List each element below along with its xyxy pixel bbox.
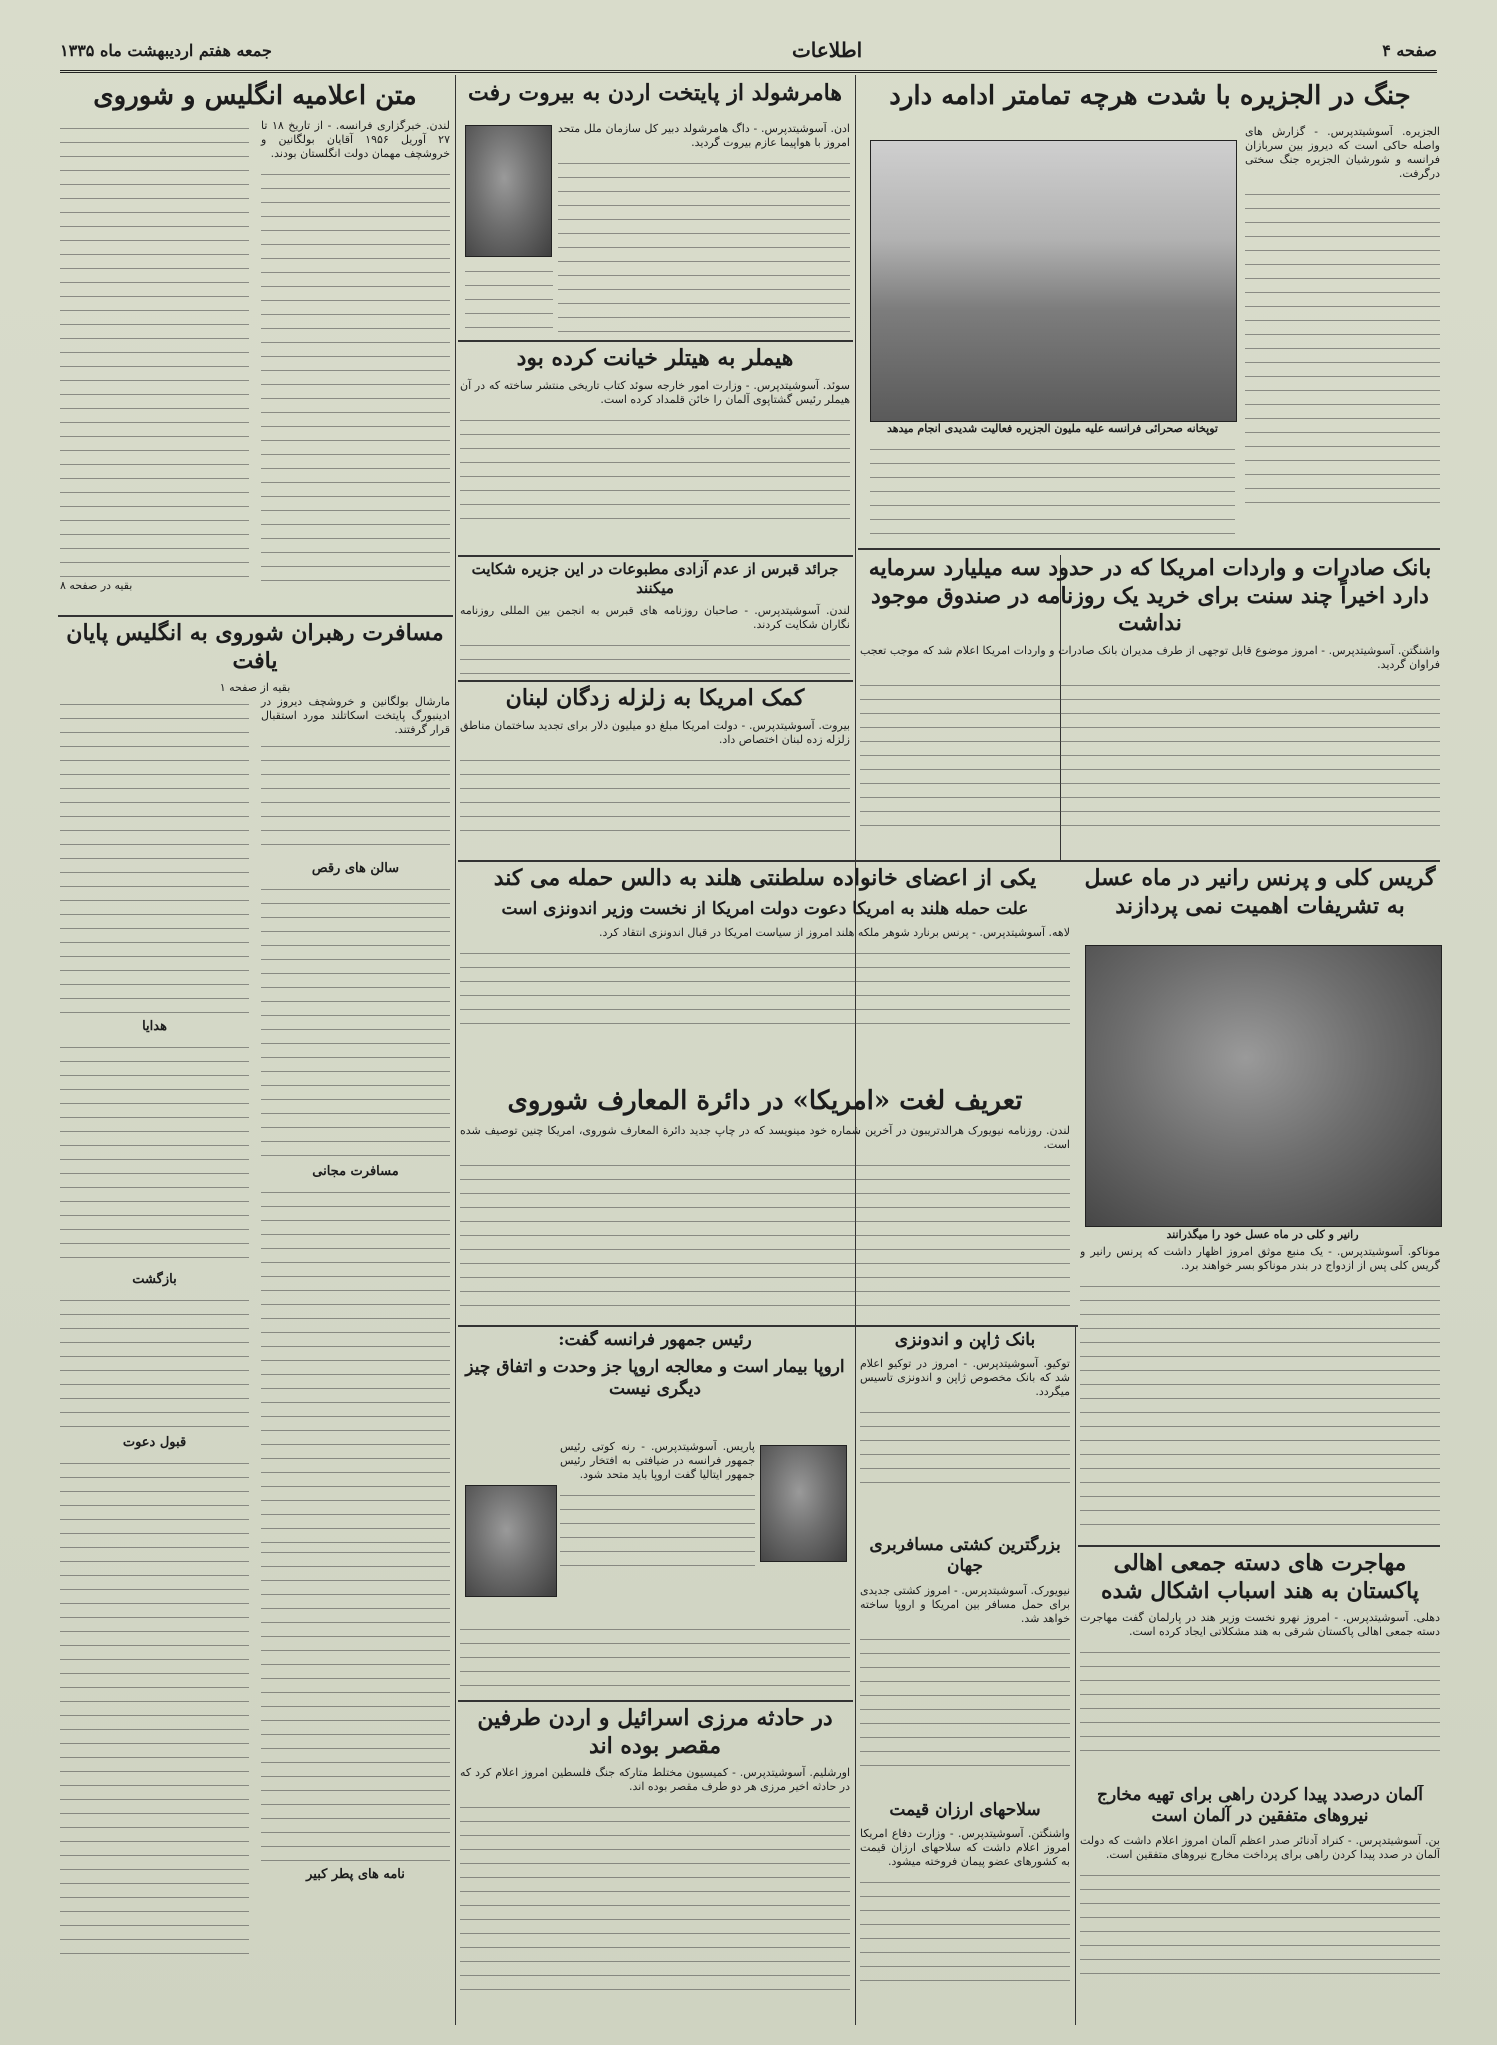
cyprus-article: [460, 560, 850, 675]
french-president-text-lines-2: [460, 1620, 850, 1690]
hammarskjold-portrait: [465, 125, 552, 257]
israel-jordan-text-lines: [460, 1798, 850, 1998]
soviet-leaders-article: [60, 620, 450, 2020]
himmler-text-lines: [460, 411, 850, 521]
subhead-invitation: قبول دعوت: [122, 1435, 187, 1450]
germany-lead: بن. آسوشیتدپرس. - کنراد آدنائر صدر اعظم آلمان امروز اعلام داشت که دولت آلمان در صدد پیدا کردن راهی برای پرداخت مخارج نیروهای متفقین است.: [1080, 1833, 1440, 1861]
text-lines: [60, 1291, 249, 1431]
lebanon-headline: کمک امریکا به زلزله زدگان لبنان: [505, 685, 805, 711]
anglo-soviet-col-1: [261, 119, 450, 599]
soviet-leaders-lead: مارشال بولگانین و خروشچف دیروز در ادینبورگ پایتخت اسکاتلند مورد استقبال قرار گرفتند.: [261, 695, 450, 736]
big-ship-headline: بزرگترین کشتی مسافربری جهان: [869, 1535, 1061, 1577]
pakistan-article: [1080, 1550, 1440, 1780]
eximbank-article: [860, 555, 1440, 855]
page-number: صفحه ۴: [1382, 40, 1437, 60]
eximbank-text-lines: [860, 676, 1440, 826]
germany-article: [1080, 1785, 1440, 2020]
cheap-weapons-article: [860, 1800, 1070, 2020]
text-lines: [60, 1454, 249, 1954]
section-divider: [458, 340, 853, 342]
hammarskjold-body: [558, 122, 850, 342]
lebanon-text-lines: [460, 751, 850, 841]
japan-bank-headline: بانک ژاپن و اندونزی: [894, 1330, 1036, 1350]
grace-kelly-lead: موناکو. آسوشیتدپرس. - یک منبع موثق امروز اظهار داشت که پرنس رانیر و گریس کلی پس از ازدواج در بندر موناکو بسر خواهند برد.: [1080, 1245, 1440, 1272]
himmler-lead: سوئد. آسوشیتدپرس. - وزارت امور خارجه سوئد کتاب تاریخی منتشر ساخته که در آن هیملر رئیس گشتاپوی آلمان را خائن قلمداد کرده است.: [460, 378, 850, 406]
soviet-definition-lead: لندن. روزنامه نیویورک هرالدتریبون در آخرین شماره خود مینویسد که در چاپ جدید دائرة المعارف شوروی، امریکا چنین توصیف شده است.: [460, 1123, 1070, 1151]
algeria-photo-caption: توپخانه صحرائی فرانسه علیه ملیون الجزیره فعالیت شدیدی انجام میدهد: [887, 422, 1218, 435]
soviet-leaders-headline: مسافرت رهبران شوروی به انگلیس پایان یافت: [66, 620, 444, 674]
grace-kelly-headline-block: [1080, 865, 1440, 935]
column-rule: [1075, 1325, 1076, 2025]
israel-jordan-article: [460, 1705, 850, 2015]
israel-jordan-headline: در حادثه مرزی اسرائیل و اردن طرفین مقصر بوده اند: [477, 1705, 833, 1759]
french-president-body: [560, 1440, 755, 1615]
soviet-definition-headline: تعریف لغت «امریکا» در دائرة المعارف شوروی: [507, 1086, 1023, 1116]
algeria-headline: جنگ در الجزیره با شدت هرچه تمامتر ادامه دارد: [889, 81, 1411, 111]
pakistan-headline: مهاجرت های دسته جمعی اهالی پاکستان به هند اسباب اشکال شده: [1101, 1550, 1419, 1604]
cyprus-lead: لندن. آسوشیتدپرس. - صاحبان روزنامه های قبرس به انجمن بین المللی روزنامه نگاران شکایت کردند.: [460, 603, 850, 631]
hammarskjold-text-lines-2: [465, 262, 553, 342]
algeria-body: [1245, 125, 1440, 535]
anglo-soviet-text-lines: [261, 165, 450, 585]
soviet-definition-text-lines: [460, 1156, 1070, 1306]
artillery-photo: [870, 140, 1237, 422]
anglo-soviet-continued: بقیه در صفحه ۸: [60, 578, 133, 592]
dutch-royal-text-lines: [460, 944, 1070, 1034]
section-divider: [858, 548, 1440, 550]
text-lines: [261, 737, 450, 857]
french-president-body-2: [460, 1620, 850, 1690]
himmler-article: [460, 345, 850, 545]
big-ship-lead: نیویورک. آسوشیتدپرس. - امروز کشتی جدیدی برای حمل مسافر بین امریکا و اروپا ساخته خواهد شد.: [860, 1583, 1070, 1625]
section-divider: [458, 1700, 853, 1702]
dutch-royal-subhead: علت حمله هلند به امریکا دعوت دولت امریکا از نخست وزیر اندونزی است: [501, 898, 1029, 919]
subhead-peter-letters: نامه های پطر کبیر: [306, 1867, 405, 1882]
section-divider: [458, 555, 853, 557]
anglo-soviet-lead: لندن. خبرگزاری فرانسه. - از تاریخ ۱۸ تا ۲۷ آوریل ۱۹۵۶ آقایان بولگانین و خروشچف مهمان دولت انگلستان بودند.: [261, 118, 450, 160]
hammarskjold-headline-block: [460, 80, 850, 120]
anglo-soviet-text-lines-2: [60, 119, 249, 579]
gronchi-portrait: [760, 1445, 847, 1562]
text-lines: [60, 1038, 249, 1268]
grace-kelly-headline: گریس کلی و پرنس رانیر در ماه عسل به تشریفات اهمیت نمی پردازند: [1084, 865, 1436, 919]
french-president-text-lines: [560, 1486, 755, 1576]
royal-couple-photo: [1085, 945, 1442, 1227]
section-divider: [58, 615, 453, 617]
page-header: [60, 30, 1437, 73]
grace-kelly-caption: رانیر و کلی در ماه عسل خود را میگذرانند: [1166, 1228, 1359, 1241]
grace-kelly-body: [1080, 1245, 1440, 1545]
dutch-royal-lead: لاهه. آسوشیتدپرس. - پرنس برنارد شوهر ملکه هلند امروز از سیاست امریکا در قبال اندونزی انتقاد کرد.: [598, 925, 1070, 939]
israel-jordan-lead: اورشلیم. آسوشیتدپرس. - کمیسیون مختلط متارکه جنگ فلسطین امروز اعلام کرد که در حادثه اخیر مرزی هر دو طرف مقصر بوده اند.: [460, 1766, 850, 1793]
issue-date: جمعه هفتم اردیبهشت ماه ۱۳۳۵: [60, 40, 272, 60]
algeria-text-lines-2: [870, 440, 1235, 535]
text-lines: [60, 695, 249, 1015]
soviet-leaders-columns: [60, 695, 450, 1995]
french-president-headline: رئیس جمهور فرانسه گفت:: [558, 1330, 752, 1350]
section-divider: [1078, 1545, 1440, 1547]
text-lines: [261, 880, 450, 1160]
column-rule: [855, 1325, 856, 2025]
big-ship-article: [860, 1535, 1070, 1795]
hammarskjold-headline: هامرشولد از پایتخت اردن به بیروت رفت: [468, 80, 842, 106]
dutch-royal-article: [460, 865, 1070, 1075]
hammarskjold-body-2: [465, 262, 553, 342]
japan-bank-text-lines: [860, 1403, 1070, 1493]
anglo-soviet-col-2: [60, 119, 249, 599]
subhead-gifts: هدایا: [142, 1019, 167, 1034]
cheap-weapons-lead: واشنگتن. آسوشیتدپرس. - وزارت دفاع امریکا امروز اعلام داشت که سلاحهای ارزان قیمت به کشورهای عضو پیمان فروخته میشود.: [860, 1827, 1070, 1869]
germany-headline: آلمان درصدد پیدا کردن راهی برای تهیه مخارج نیروهای متفقین در آلمان است: [1096, 1785, 1424, 1827]
algeria-body-2: [870, 440, 1235, 535]
subhead-free-travel: مسافرت مجانی: [312, 1164, 399, 1179]
anglo-soviet-article: [60, 80, 450, 620]
subhead-return: بازگشت: [132, 1272, 177, 1287]
big-ship-text-lines: [860, 1630, 1070, 1770]
section-divider: [458, 1325, 1078, 1327]
cheap-weapons-headline: سلاحهای ارزان قیمت: [889, 1800, 1041, 1820]
cyprus-text-lines: [460, 636, 850, 676]
soviet-leaders-col-2: [60, 695, 249, 1995]
algeria-text-lines: [1245, 185, 1440, 515]
lebanon-article: [460, 685, 850, 855]
lebanon-lead: بیروت. آسوشیتدپرس. - دولت امریکا مبلغ دو میلیون دلار برای تجدید ساختمان مناطق زلزله زده لبنان اختصاص داد.: [460, 718, 850, 746]
anglo-soviet-columns: [60, 119, 450, 599]
algeria-lead: الجزیره. آسوشیتدپرس. - گزارش های واصله حاکی است که دیروز بین سربازان فرانسه و شورشیان الجزیره جنگ سختی درگرفت.: [1245, 125, 1440, 180]
japan-bank-lead: توکیو. آسوشیتدپرس. - امروز در توکیو اعلام شد که بانک مخصوص ژاپن و اندونزی تاسیس میگردد.: [860, 1357, 1070, 1399]
french-president-lead: پاریس. آسوشیتدپرس. - رنه کوتی رئیس جمهور فرانسه در ضیافتی به افتخار رئیس جمهور ایتالیا گفت اروپا باید متحد شود.: [560, 1440, 755, 1481]
text-lines: [261, 1183, 450, 1543]
soviet-definition-article: [460, 1085, 1070, 1320]
anglo-soviet-headline: متن اعلامیه انگلیس و شوروی: [93, 81, 417, 111]
section-divider: [458, 860, 1440, 862]
dutch-royal-headline: یکی از اعضای خانواده سلطنتی هلند به دالس حمله می کند: [493, 865, 1037, 891]
hammarskjold-text-lines: [558, 154, 850, 334]
cheap-weapons-text-lines: [860, 1873, 1070, 1983]
grace-kelly-text-lines: [1080, 1277, 1440, 1527]
hammarskjold-lead: ادن. آسوشیتدپرس. - داگ هامرشولد دبیر کل سازمان ملل متحد امروز با هواپیما عازم بیروت گردید.: [558, 122, 850, 149]
soviet-leaders-continued-from: بقیه از صفحه ۱: [219, 681, 291, 694]
pakistan-text-lines: [1080, 1643, 1440, 1753]
germany-text-lines: [1080, 1866, 1440, 1986]
paper-name: اطلاعات: [791, 38, 863, 62]
subhead-ballrooms: سالن های رقص: [311, 861, 400, 876]
section-divider: [458, 680, 853, 682]
japan-bank-article: [860, 1330, 1070, 1530]
eximbank-headline: بانک صادرات و واردات امریکا که در حدود سه میلیارد سرمایه دارد اخیراً چند سنت برای خرید یک روزنامه در صندوق موجود نداشت: [868, 555, 1432, 636]
cyprus-headline: جرائد قبرس از عدم آزادی مطبوعات در این جزیره شکایت میکنند: [471, 560, 839, 597]
eximbank-lead: واشنگتن. آسوشیتدپرس. - امروز موضوع قابل توجهی از طرف مدیران بانک صادرات و واردات امریکا اعلام شد که موجب تعجب فراوان گردید.: [860, 643, 1440, 671]
text-lines: [261, 1543, 450, 1863]
coty-portrait: [465, 1485, 557, 1597]
french-president-headline-2: اروپا بیمار است و معالجه اروپا جز وحدت و اتفاق چیز دیگری نیست: [465, 1357, 845, 1399]
column-rule: [455, 75, 456, 2025]
himmler-headline: هیملر به هیتلر خیانت کرده بود: [516, 345, 794, 371]
pakistan-lead: دهلی. آسوشیتدپرس. - امروز نهرو نخست وزیر هند در پارلمان گفت مهاجرت دسته جمعی اهالی پاکستان شرقی به هند مشکلاتی ایجاد کرده است.: [1080, 1611, 1440, 1638]
soviet-leaders-col-1: [261, 695, 450, 1995]
